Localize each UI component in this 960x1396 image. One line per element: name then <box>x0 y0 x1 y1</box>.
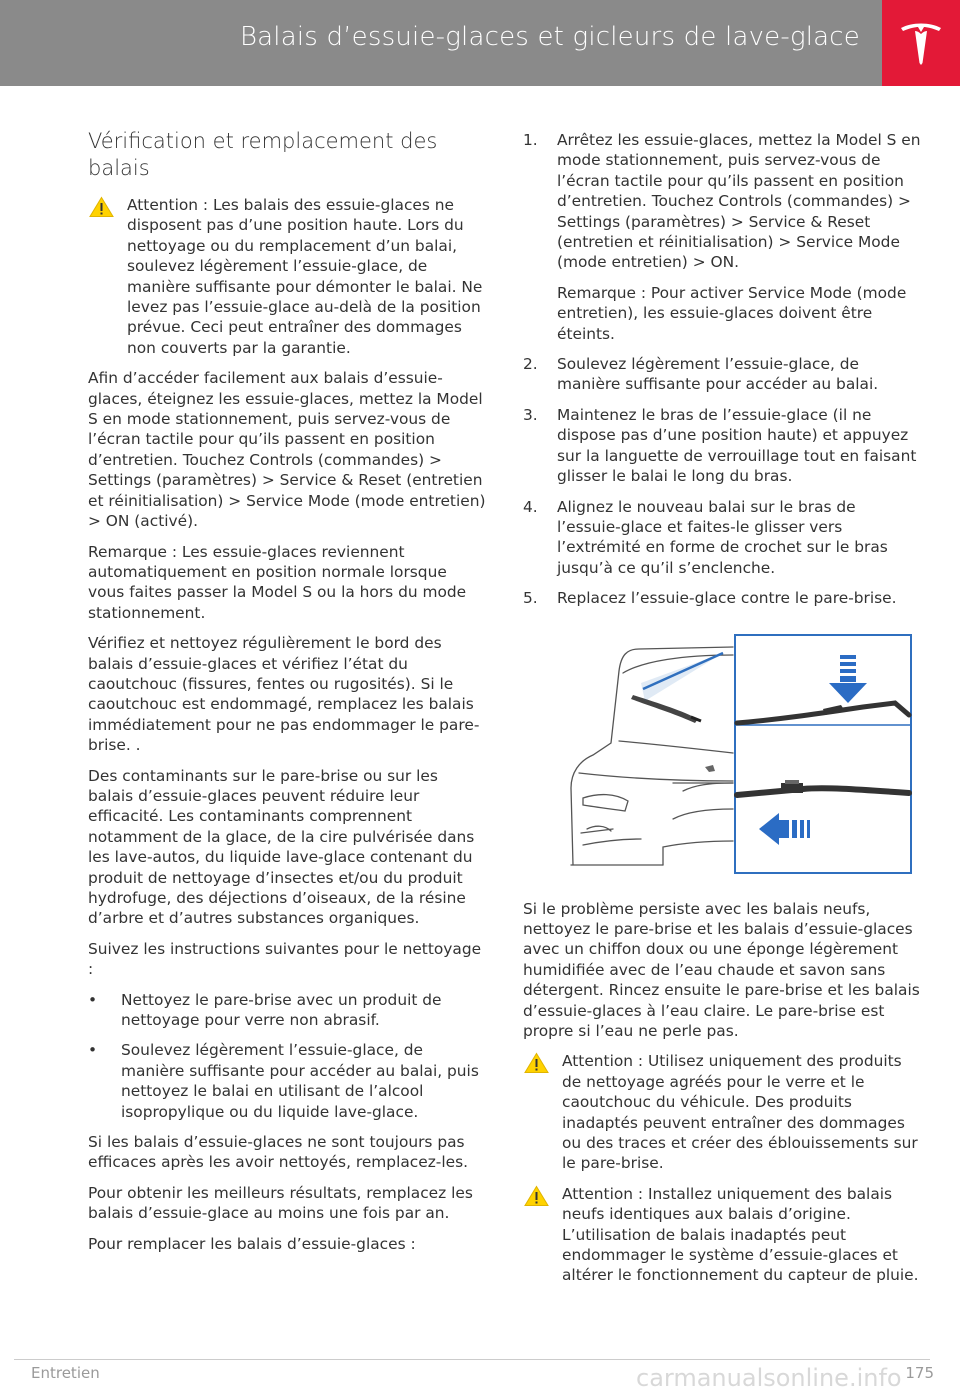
warning-note <box>523 1051 921 1173</box>
paragraph: Afin d’accéder facilement aux balais d’essuie-glaces, éteignez les essuie-glaces, mettez la Model S en mode stationnement, puis servez-vous de l’écran tactile pour qu’ils passent en position d’entretien. Touchez Controls (commandes) > Settings (paramètres) > Service & Reset (entretien et réinitialisation) > Service Mode (mode entretien) > ON (activé). <box>88 369 486 531</box>
warning-note <box>523 1184 921 1286</box>
paragraph: Si le problème persiste avec les balais neufs, nettoyez le pare-brise et les balais d’essuie-glaces avec un chiffon doux ou une éponge légèrement humidifiée avec de l’eau chaude et savon sans détergent. Rincez ensuite le pare-brise et les balais d’essuie-glaces à l’eau claire. Le pare-brise est propre si l’eau ne perle pas. <box>523 899 920 1040</box>
step-item <box>523 588 921 608</box>
warning-icon <box>524 1185 549 1207</box>
list-item <box>88 990 486 1031</box>
bullet-icon: • <box>88 1041 98 1060</box>
paragraph: Des contaminants sur le pare-brise ou sur les balais d’essuie-glaces peuvent réduire leur efficacité. Les contaminants comprennent notamment de la glace, de la cire pulvérisée dans les lave-autos, du liquide lave-glace contenant du produit de nettoyage d’insectes et/ou du produit hydrofuge, des déjections d’oiseaux, de la résine d’arbre et d’autres substances organiques. <box>88 766 475 928</box>
step-number: 3. <box>523 405 538 424</box>
step-text: Arrêtez les essuie-glaces, mettez la Model S en mode stationnement, puis servez-vous de l’écran tactile pour qu’ils passent en position d’entretien. Touchez Controls (commandes) > Settings (paramètres) > Service & Reset (entretien et réinitialisation) > Service Mode (mode entretien) > ON. <box>557 131 921 272</box>
wiper-replacement-figure <box>523 633 913 875</box>
paragraph: Suivez les instructions suivantes pour le nettoyage : <box>88 939 482 979</box>
warning-icon <box>89 196 114 218</box>
footer-divider <box>14 1359 930 1360</box>
steps-list <box>523 130 921 609</box>
page-number: 175 <box>905 1364 934 1382</box>
list-item-text: Soulevez légèrement l’essuie-glace, de manière suffisante pour accéder au balai, puis nettoyez le balai en utilisant de l’alcool isopropylique ou du liquide lave-glace. <box>121 1041 479 1121</box>
bullet-icon: • <box>88 990 98 1009</box>
step-item <box>523 405 921 487</box>
step-item <box>523 354 921 395</box>
warning-text: Attention : Les balais des essuie-glaces ne disposent pas d’une position haute. Lors du nettoyage ou du remplacement d’un balai, soulevez légèrement l’essuie-glace, de manière suffisante pour démonter le balai. Ne levez pas l’essuie-glace au-delà de la position prévue. Ceci peut entraîner des dommages non couverts par la garantie. <box>127 196 483 357</box>
step-number: 4. <box>523 497 538 516</box>
step-number: 1. <box>523 131 538 149</box>
step-item <box>523 130 921 344</box>
list-item <box>88 1040 486 1122</box>
warning-note <box>88 195 486 358</box>
section-title: Vérification et remplacement des balais <box>88 129 438 180</box>
right-column <box>523 130 921 1296</box>
paragraph: Pour remplacer les balais d’essuie-glaces : <box>88 1234 416 1253</box>
footer-section: Entretien <box>31 1364 100 1382</box>
paragraph: Vérifiez et nettoyez régulièrement le bord des balais d’essuie-glaces et vérifiez l’état du caoutchouc (fissures, fentes ou rugosités). Si le caoutchouc est endommagé, remplacez les balais immédiatement pour ne pas endommager le pare-brise. . <box>88 634 480 755</box>
tesla-logo <box>882 0 960 86</box>
car-front-illustration <box>523 633 913 875</box>
warning-text: Attention : Installez uniquement des balais neufs identiques aux balais d’origine. L’utilisation de balais inadaptés peut endommager le système d’essuie-glaces et altérer le fonctionnement du capteur de pluie. <box>562 1184 919 1285</box>
left-column <box>88 128 486 1264</box>
tesla-logo-icon <box>898 19 944 67</box>
header-title: Balais d’essuie-glaces et gicleurs de lave-glace <box>239 22 860 52</box>
paragraph: Si les balais d’essuie-glaces ne sont toujours pas efficaces après les avoir nettoyés, remplacez-les. <box>88 1133 468 1172</box>
step-note: Remarque : Pour activer Service Mode (mode entretien), les essuie-glaces doivent être éteints. <box>557 283 907 343</box>
page-header <box>0 0 960 86</box>
step-item <box>523 497 921 579</box>
watermark: carmanualsonline.info <box>636 1364 902 1392</box>
paragraph: Pour obtenir les meilleurs résultats, remplacez les balais d’essuie-glace au moins une fois par an. <box>88 1183 473 1223</box>
note-paragraph: Remarque : Les essuie-glaces reviennent automatiquement en position normale lorsque vous faites passer la Model S ou la hors du mode stationnement. <box>88 542 467 622</box>
step-text: Soulevez légèrement l’essuie-glace, de manière suffisante pour accéder au balai. <box>557 355 879 394</box>
warning-icon <box>524 1052 549 1074</box>
step-text: Maintenez le bras de l’essuie-glace (il ne dispose pas d’une position haute) et appuyez sur la languette de verrouillage tout en faisant glisser le balai le long du bras. <box>557 405 917 486</box>
step-number: 2. <box>523 355 538 374</box>
step-text: Alignez le nouveau balai sur le bras de l’essuie-glace et faites-le glisser vers l’extrémité en forme de crochet sur le bras jusqu’à ce qu’il s’enclenche. <box>557 497 888 577</box>
step-number: 5. <box>523 589 538 608</box>
warning-text: Attention : Utilisez uniquement des produits de nettoyage agréés pour le verre et le caoutchouc du véhicule. Des produits inadaptés peuvent entraîner des dommages ou des traces et créer des éblouissements sur le pare-brise. <box>562 1052 918 1173</box>
bullet-list <box>88 990 486 1122</box>
list-item-text: Nettoyez le pare-brise avec un produit de nettoyage pour verre non abrasif. <box>121 990 442 1030</box>
step-text: Replacez l’essuie-glace contre le pare-brise. <box>557 589 897 608</box>
